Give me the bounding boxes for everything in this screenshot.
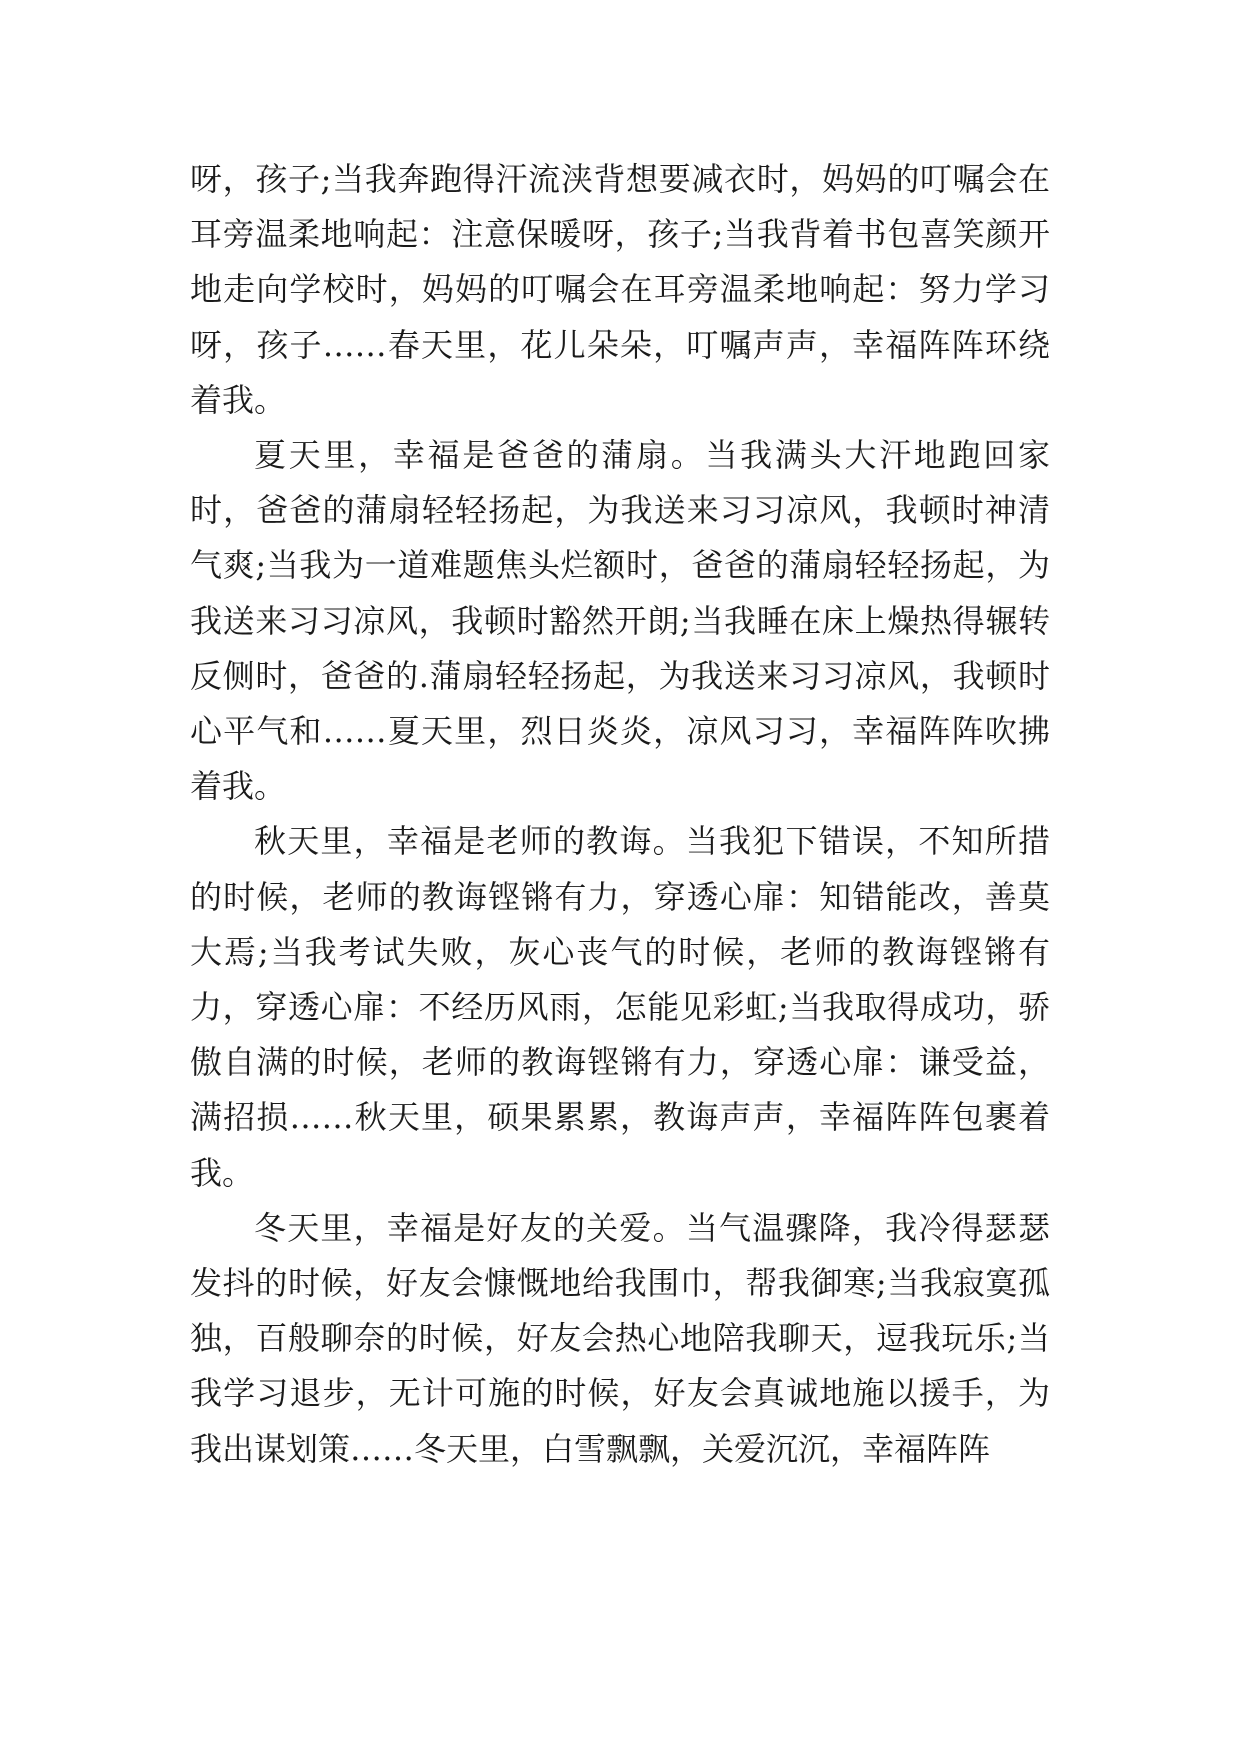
document-body [190,152,1050,1477]
paragraph-autumn: 秋天里，幸福是老师的教诲。当我犯下错误，不知所措的时候，老师的教诲铿锵有力，穿透心扉：知错能改，善莫大焉;当我考试失败，灰心丧气的时候，老师的教诲铿锵有力，穿透心扉：不经历风雨，怎能见彩虹;当我取得成功，骄傲自满的时候，老师的教诲铿锵有力，穿透心扉：谦受益，满招损……秋天里，硕果累累，教诲声声，幸福阵阵包裹着我。 [190,822,1050,1192]
paragraph-summer: 夏天里，幸福是爸爸的蒲扇。当我满头大汗地跑回家时，爸爸的蒲扇轻轻扬起，为我送来习习凉风，我顿时神清气爽;当我为一道难题焦头烂额时，爸爸的蒲扇轻轻扬起，为我送来习习凉风，我顿时豁然开朗;当我睡在床上燥热得辗转反侧时，爸爸的.蒲扇轻轻扬起，为我送来习习凉风，我顿时心平气和……夏天里，烈日炎炎，凉风习习，幸福阵阵吹拂着我。 [190,436,1050,806]
paragraph-spring-continued: 呀，孩子;当我奔跑得汗流浃背想要减衣时，妈妈的叮嘱会在耳旁温柔地响起：注意保暖呀，孩子;当我背着书包喜笑颜开地走向学校时，妈妈的叮嘱会在耳旁温柔地响起：努力学习呀，孩子……春天里，花儿朵朵，叮嘱声声，幸福阵阵环绕着我。 [190,160,1050,419]
paragraph-winter: 冬天里，幸福是好友的关爱。当气温骤降，我冷得瑟瑟发抖的时候，好友会慷慨地给我围巾，帮我御寒;当我寂寞孤独，百般聊奈的时候，好友会热心地陪我聊天，逗我玩乐;当我学习退步，无计可施的时候，好友会真诚地施以援手，为我出谋划策……冬天里，白雪飘飘，关爱沉沉，幸福阵阵 [190,1208,1050,1468]
